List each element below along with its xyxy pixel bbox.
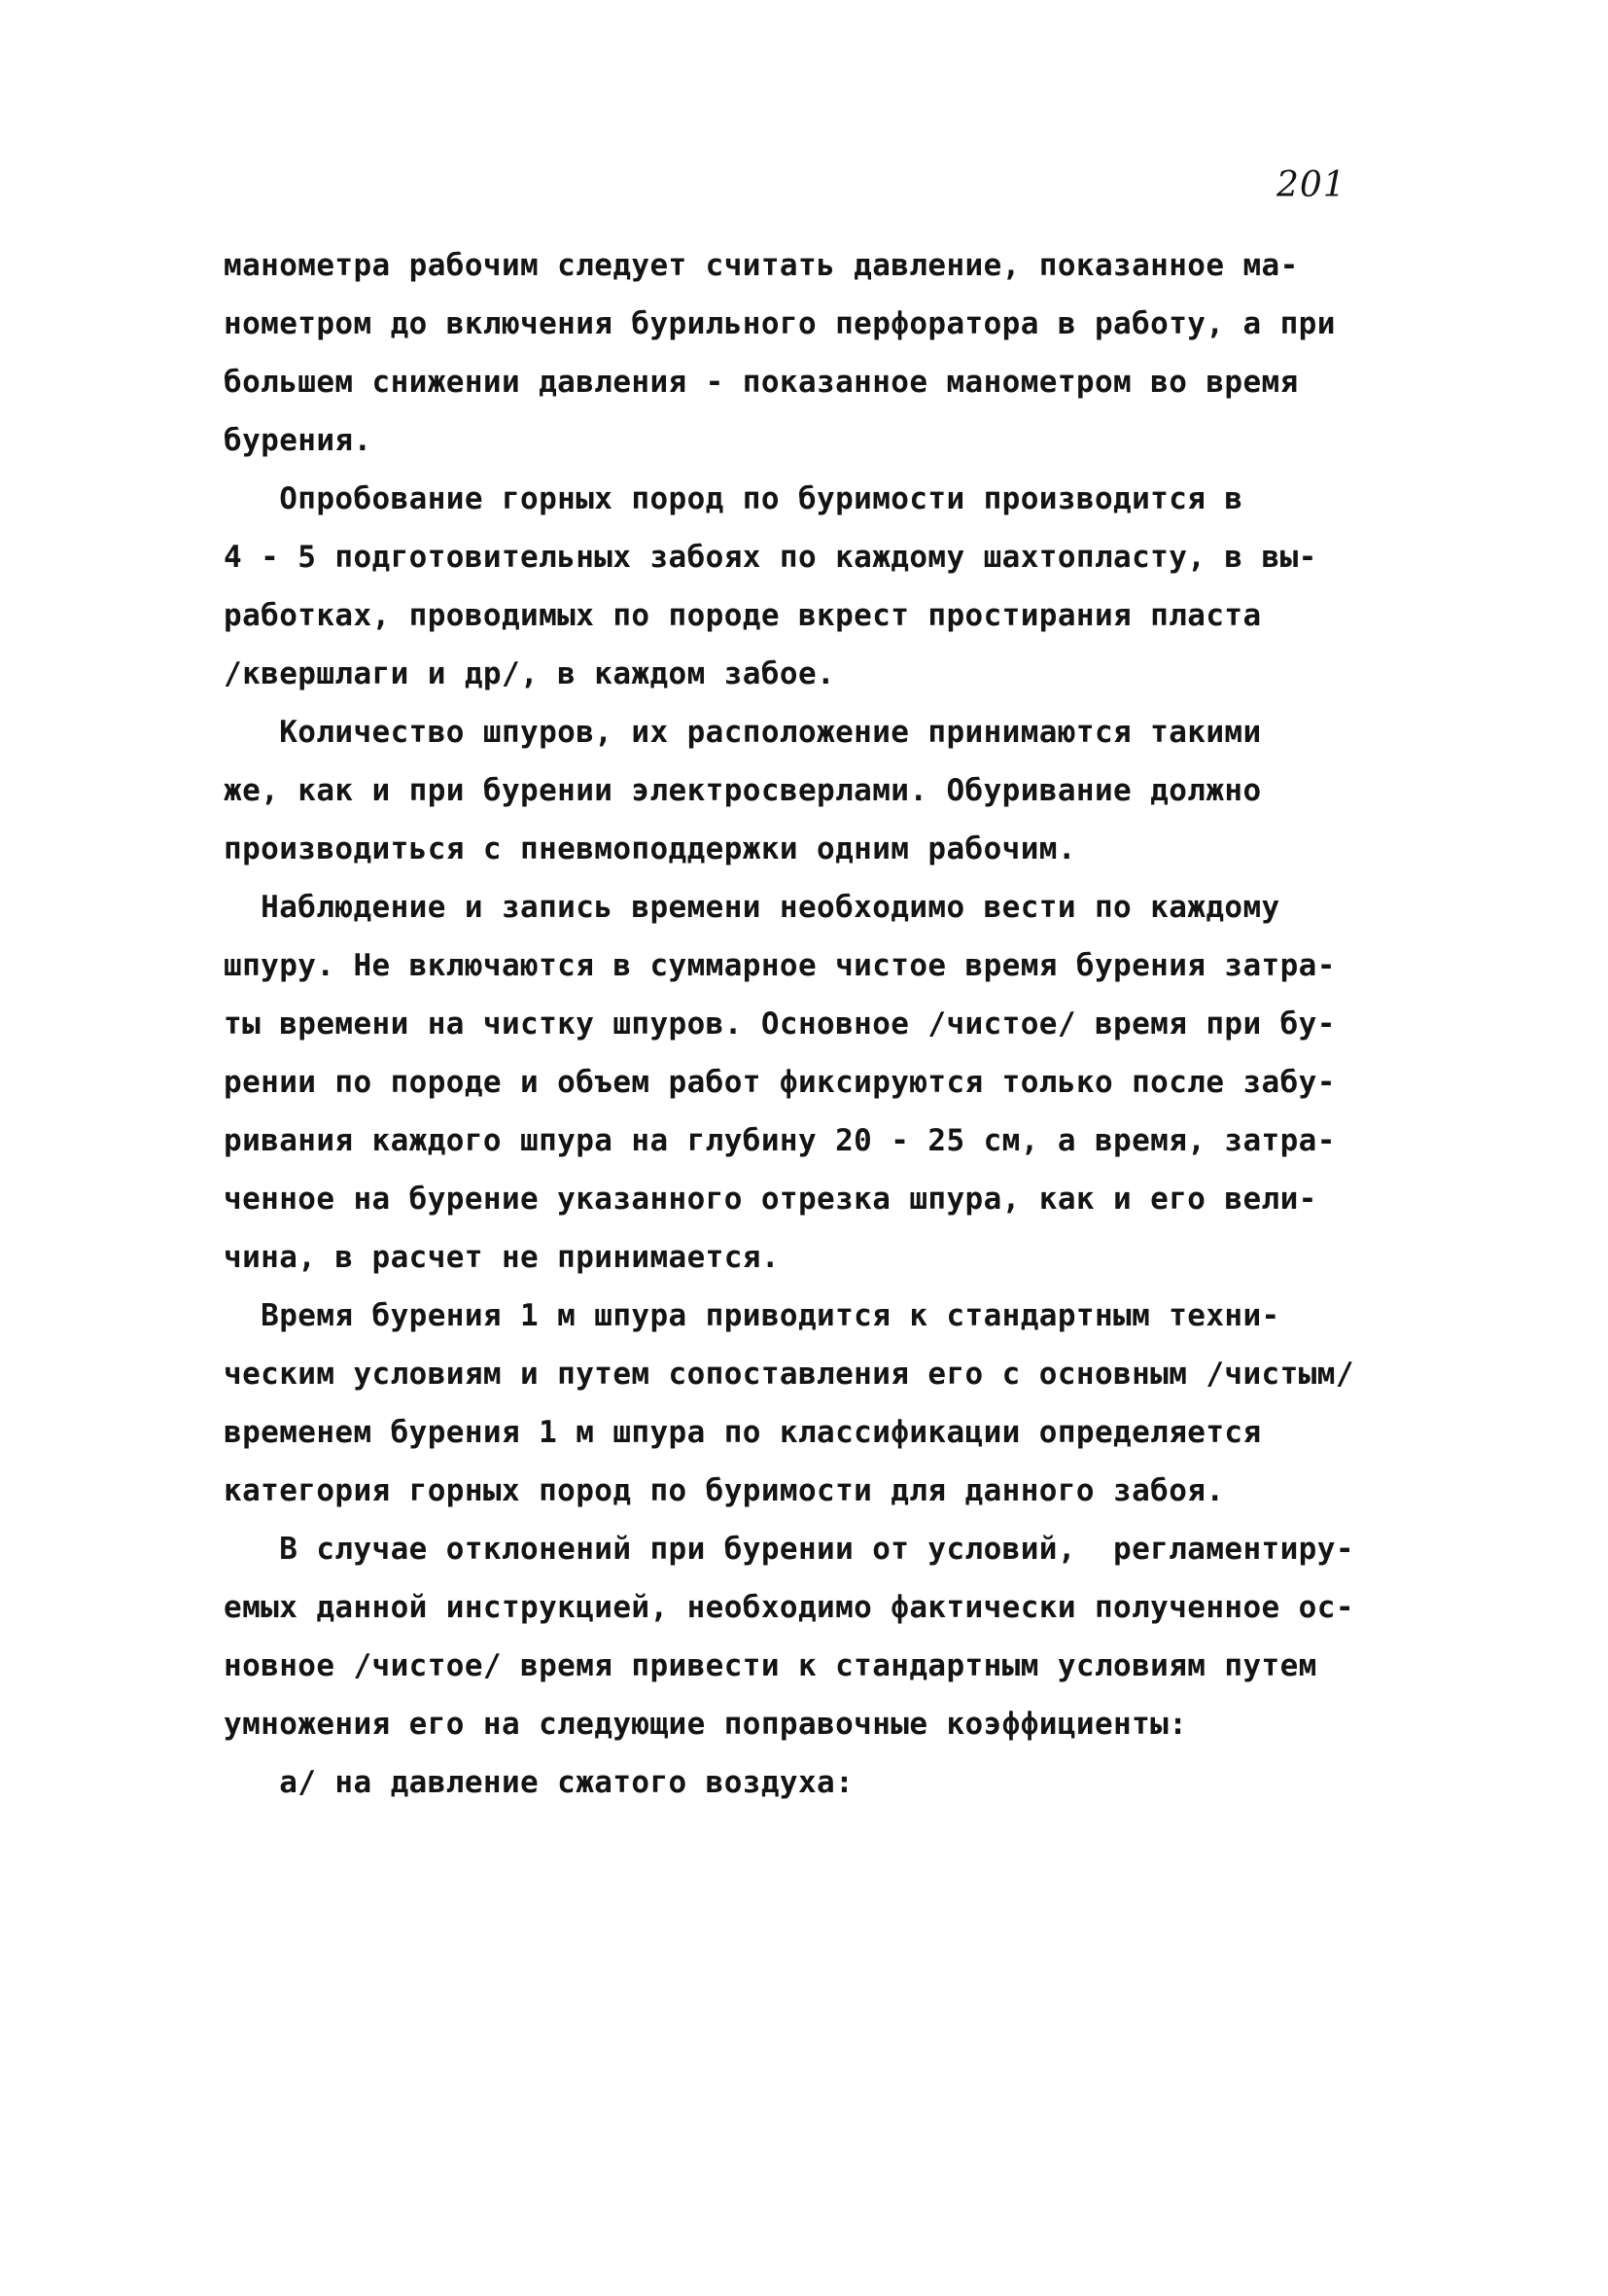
text-line: ческим условиям и путем сопоставления его с основным /чистым/	[224, 1357, 1354, 1392]
text-line: производиться с пневмоподдержки одним рабочим.	[224, 831, 1076, 866]
text-line: ченное на бурение указанного отрезка шпура, как и его вели-	[224, 1182, 1317, 1217]
text-line: работках, проводимых по породе вкрест простирания пласта	[224, 598, 1262, 633]
text-line: умножения его на следующие поправочные коэффициенты:	[224, 1707, 1188, 1742]
text-line: ты времени на чистку шпуров. Основное /чистое/ время при бу-	[224, 1007, 1336, 1042]
text-line: Наблюдение и запись времени необходимо вести по каждому	[224, 890, 1280, 925]
text-line: новное /чистое/ время привести к стандартным условиям путем	[224, 1648, 1317, 1683]
text-line: манометра рабочим следует считать давление, показанное ма-	[224, 248, 1299, 283]
text-line: рении по породе и объем работ фиксируются только после забу-	[224, 1065, 1336, 1100]
text-line: большем снижении давления - показанное манометром во время	[224, 365, 1299, 400]
text-line: Опробование горных пород по буримости производится в	[224, 481, 1243, 516]
text-line: временем бурения 1 м шпура по классификации определяется	[224, 1415, 1262, 1450]
text-line: 4 - 5 подготовительных забоях по каждому шахтопласту, в вы-	[224, 540, 1317, 575]
text-line: Количество шпуров, их расположение принимаются такими	[224, 715, 1262, 750]
page-number: 201	[1276, 165, 1346, 205]
text-line: а/ на давление сжатого воздуха:	[224, 1765, 855, 1800]
text-line: чина, в расчет не принимается.	[224, 1240, 780, 1275]
text-line: емых данной инструкцией, необходимо фактически полученное ос-	[224, 1590, 1354, 1625]
text-line: шпуру. Не включаются в суммарное чистое время бурения затра-	[224, 948, 1336, 983]
text-line: же, как и при бурении электросверлами. Обуривание должно	[224, 773, 1262, 808]
text-line: /квершлаги и др/, в каждом забое.	[224, 656, 836, 691]
text-line: бурения.	[224, 423, 372, 458]
text-line: нометром до включения бурильного перфоратора в работу, а при	[224, 306, 1336, 341]
text-line: категория горных пород по буримости для данного забоя.	[224, 1473, 1225, 1508]
text-line: Время бурения 1 м шпура приводится к стандартным техни-	[224, 1298, 1280, 1333]
body-text	[224, 236, 1429, 1812]
text-line: В случае отклонений при бурении от условий, регламентиру-	[224, 1532, 1354, 1567]
text-line: ривания каждого шпура на глубину 20 - 25 см, а время, затра-	[224, 1123, 1336, 1158]
